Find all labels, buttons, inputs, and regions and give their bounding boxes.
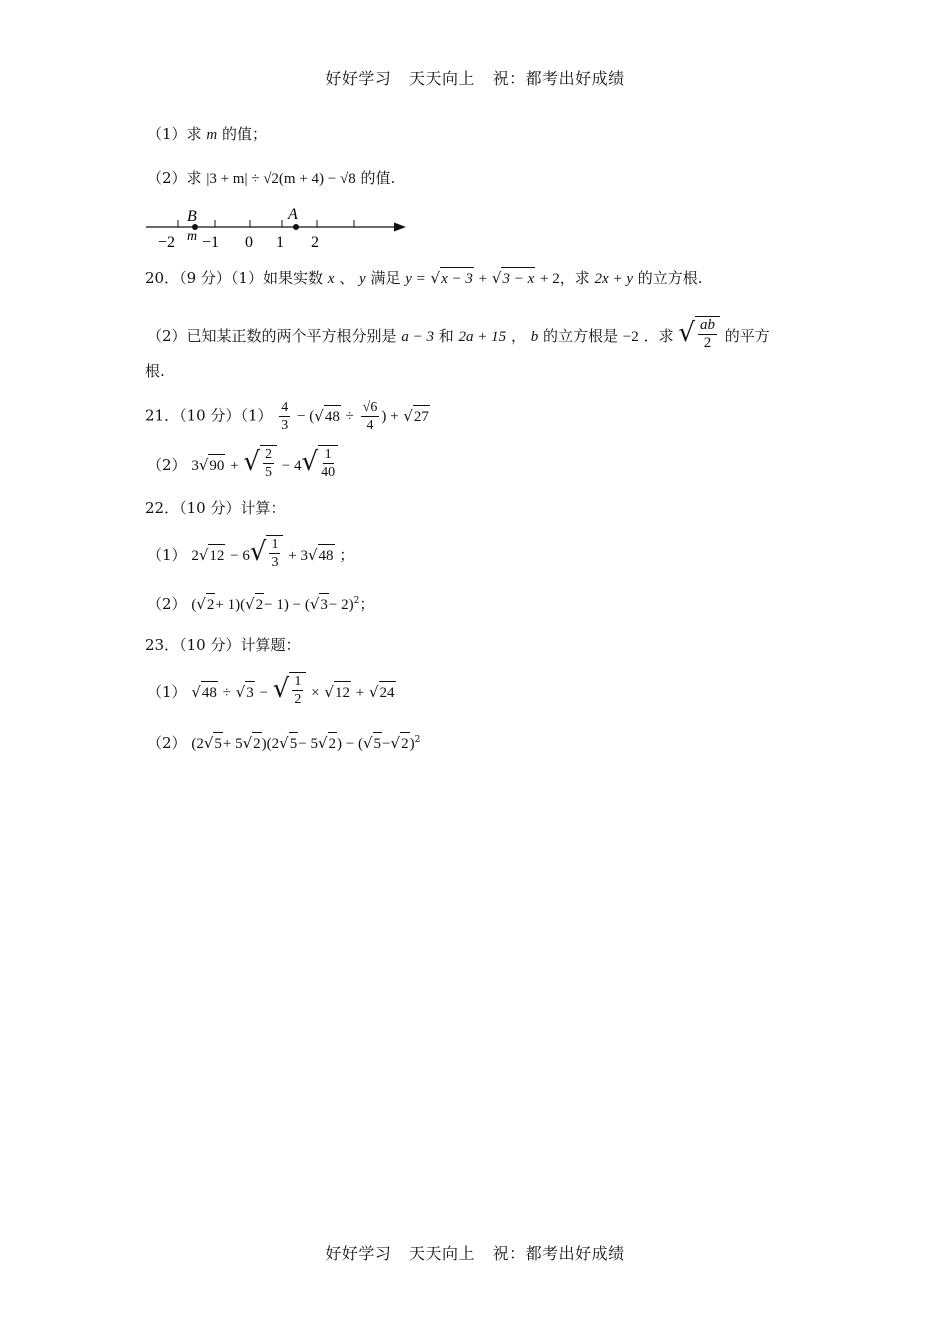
- q21-close: ) +: [381, 408, 399, 425]
- sqrt-12: √ 12: [199, 544, 226, 567]
- sqrt-content: 2: [206, 593, 216, 616]
- sqrt-5: √ 5: [279, 732, 298, 755]
- q20-part2: [147, 316, 770, 352]
- frac-denominator: 40: [321, 465, 336, 480]
- expr: − 5: [298, 736, 318, 752]
- q22-semicolon: ；: [359, 595, 375, 613]
- number-line-figure: [140, 203, 420, 253]
- sqrt-x-minus-3: √ x − 3: [431, 267, 474, 290]
- coef: 2: [191, 548, 199, 564]
- q20-comma: ，: [510, 327, 526, 345]
- tick-label-neg1: −1: [202, 234, 220, 251]
- coef: 3: [191, 458, 199, 474]
- sqrt-content: 3: [245, 681, 255, 704]
- expr: ) − (: [337, 736, 363, 752]
- sqrt-5: √ 5: [363, 732, 382, 755]
- q19-part2-tail: 的值.: [360, 169, 396, 187]
- q21-part2: [147, 445, 338, 481]
- tick-label-0: 0: [245, 234, 253, 251]
- footer-motto-2: 天天向上: [408, 1244, 475, 1263]
- footer-motto-3: 祝：都考出好成绩: [492, 1244, 625, 1263]
- q19-part2-label: （2）求: [147, 169, 202, 187]
- q23-part2-label: （2）: [147, 734, 187, 752]
- sqrt-content: 3: [319, 593, 329, 616]
- sqrt-1-over-3: √ $\frac{1}{3}$: [250, 535, 284, 571]
- expr: (: [191, 597, 197, 613]
- q21-plus: +: [230, 458, 239, 474]
- sqrt-2: √ 2: [243, 732, 262, 755]
- frac-numerator: √6: [362, 400, 378, 415]
- exponent: 2: [414, 735, 421, 745]
- q22-minus6: − 6: [230, 548, 250, 564]
- sqrt-content: 90: [208, 454, 225, 477]
- q20-plus: +: [478, 271, 488, 287]
- sqrt-content: 24: [379, 681, 396, 704]
- sqrt-content: 48: [318, 544, 335, 567]
- sqrt-1-over-40: √ $\frac{1}{40}$: [302, 445, 339, 481]
- sqrt-12: √ 12: [324, 681, 351, 704]
- q20-part2-tail: 的平方: [724, 327, 770, 345]
- q20-part2-text: （2）已知某正数的两个平方根分别是: [147, 327, 397, 345]
- expr: − 2): [328, 597, 354, 613]
- q20-ask: ．求: [643, 327, 674, 345]
- expr: − 1) − (: [264, 597, 310, 613]
- q23-part1-label: （1）: [147, 683, 187, 701]
- header-motto-2: 天天向上: [408, 69, 475, 88]
- sqrt-content: 2: [255, 593, 265, 616]
- sqrt-2: √ 2: [391, 732, 410, 755]
- header-motto-1: 好好学习: [325, 69, 392, 88]
- header-motto-3: 祝：都考出好成绩: [492, 69, 625, 88]
- q19-part1-label: （1）求: [147, 125, 202, 143]
- q21-part1: [145, 399, 430, 434]
- q21-minus4: − 4: [281, 458, 302, 474]
- label-A: A: [288, 206, 298, 223]
- q20-tail: 的立方根.: [637, 269, 703, 287]
- sqrt-content: 3 − x: [501, 267, 535, 290]
- q20-cond: 满足: [370, 269, 401, 287]
- tick-label-1: 1: [276, 234, 284, 251]
- sqrt-content: 5: [373, 732, 383, 755]
- frac-numerator: 1: [294, 674, 302, 689]
- sqrt-content: 12: [208, 544, 225, 567]
- sqrt-3: √ 3: [310, 593, 329, 616]
- label-m: m: [187, 229, 198, 244]
- sqrt-content: 5: [289, 732, 299, 755]
- q20-a2: 2a + 15: [458, 329, 507, 345]
- q23-div: ÷: [222, 685, 231, 701]
- point-A: [293, 224, 299, 230]
- q21-head: 21．（10 分）（1）: [145, 406, 273, 425]
- expr: )(2: [261, 736, 280, 752]
- sqrt-content: 12: [334, 681, 351, 704]
- frac-denominator: 4: [366, 418, 374, 433]
- q23-part2: [147, 729, 420, 755]
- frac-denominator: 3: [271, 555, 279, 570]
- expr: −: [382, 736, 391, 752]
- q21-div: ÷: [345, 408, 354, 425]
- q19-part2: [147, 167, 395, 190]
- q20-head: 20．（9 分）（1）如果实数: [145, 269, 323, 287]
- q22-part1-label: （1）: [147, 546, 187, 564]
- q22-part2: [147, 590, 374, 616]
- frac-numerator: 1: [324, 447, 332, 462]
- q19-part2-expression: |3 + m| ÷ √2(m + 4) − √8: [206, 171, 356, 187]
- q20-b-value: −2: [622, 329, 639, 345]
- sqrt-5: √ 5: [204, 732, 223, 755]
- sqrt-content: 5: [213, 732, 223, 755]
- q20-a1: a − 3: [401, 329, 434, 345]
- frac-denominator: 2: [703, 335, 712, 351]
- q20-var-b: b: [530, 329, 539, 345]
- footer-motto-1: 好好学习: [325, 1244, 392, 1263]
- q22-semicolon: ；: [339, 546, 355, 564]
- q22-part1: [147, 535, 354, 571]
- q20-expr: 2x + y: [594, 271, 633, 287]
- q22-head: 22．（10 分）计算：: [145, 499, 286, 517]
- q19-var-m: m: [206, 127, 218, 143]
- q20-sep: 、: [339, 269, 355, 287]
- label-B: B: [187, 208, 197, 225]
- sqrt-48: √ 48: [308, 544, 335, 567]
- page-header: [0, 66, 950, 89]
- q23-head: 23．（10 分）计算题：: [145, 636, 301, 654]
- page-footer: [0, 1241, 950, 1264]
- sqrt-content: 48: [324, 405, 341, 428]
- q19-part1-tail: 的值；: [221, 125, 267, 143]
- q20-eq-left: y =: [405, 271, 426, 287]
- tick-label-neg2: −2: [158, 234, 176, 251]
- q23-minus: −: [259, 685, 268, 701]
- q23-plus: +: [355, 685, 365, 701]
- sqrt-48: √ 48: [191, 681, 218, 704]
- q20-part1: [145, 267, 703, 290]
- frac-numerator: 1: [271, 537, 279, 552]
- frac-numerator: 4: [281, 400, 289, 415]
- q23-part1: [147, 672, 396, 708]
- q21-minus: − (: [297, 408, 315, 425]
- q20-and: 和: [438, 327, 454, 345]
- q22-plus3: + 3: [288, 548, 308, 564]
- sqrt-3-minus-x: √ 3 − x: [492, 267, 535, 290]
- sqrt-2: √ 2: [245, 593, 264, 616]
- sqrt-ab-over-2: √ $\frac{ab}{2}$: [678, 316, 720, 352]
- frac-denominator: 3: [281, 418, 289, 433]
- q20-part2-cont: 根.: [145, 362, 165, 380]
- sqrt-27: √ 27: [403, 405, 430, 428]
- q20-var-x: x: [327, 271, 335, 287]
- expr: + 5: [222, 736, 243, 752]
- sqrt-content: x − 3: [440, 267, 474, 290]
- sqrt-2-over-5: √ $\frac{2}{5}$: [243, 445, 277, 481]
- q20-var-y: y: [358, 271, 366, 287]
- q20-b-text: 的立方根是: [543, 327, 619, 345]
- tick-label-2: 2: [311, 234, 319, 251]
- expr: ): [409, 736, 415, 752]
- expr: (2: [191, 736, 204, 752]
- frac-denominator: 5: [265, 465, 272, 480]
- sqrt-2: √ 2: [318, 732, 337, 755]
- exponent: 2: [353, 596, 360, 606]
- q20-plus2: + 2，求: [540, 271, 590, 287]
- sqrt-48: √ 48: [314, 405, 341, 428]
- q21-part2-label: （2）: [147, 456, 187, 474]
- sqrt-2: √ 2: [196, 593, 215, 616]
- sqrt-content: 48: [201, 681, 218, 704]
- sqrt-1-over-2: √ $\frac{1}{2}$: [273, 672, 307, 708]
- sqrt-90: √ 90: [199, 454, 226, 477]
- q19-part1: [147, 123, 267, 146]
- q22-part2-label: （2）: [147, 595, 187, 613]
- q23-times: ×: [311, 685, 320, 701]
- sqrt-content: 2: [252, 732, 262, 755]
- frac-numerator: ab: [699, 317, 715, 333]
- sqrt-3: √ 3: [236, 681, 255, 704]
- sqrt-content: 27: [413, 405, 430, 428]
- sqrt-content: 2: [400, 732, 410, 755]
- number-line-arrow: [394, 223, 406, 232]
- sqrt-content: 2: [328, 732, 338, 755]
- expr: + 1)(: [215, 597, 246, 613]
- frac-denominator: 2: [294, 692, 302, 707]
- sqrt-24: √ 24: [369, 681, 396, 704]
- frac-numerator: 2: [265, 447, 272, 462]
